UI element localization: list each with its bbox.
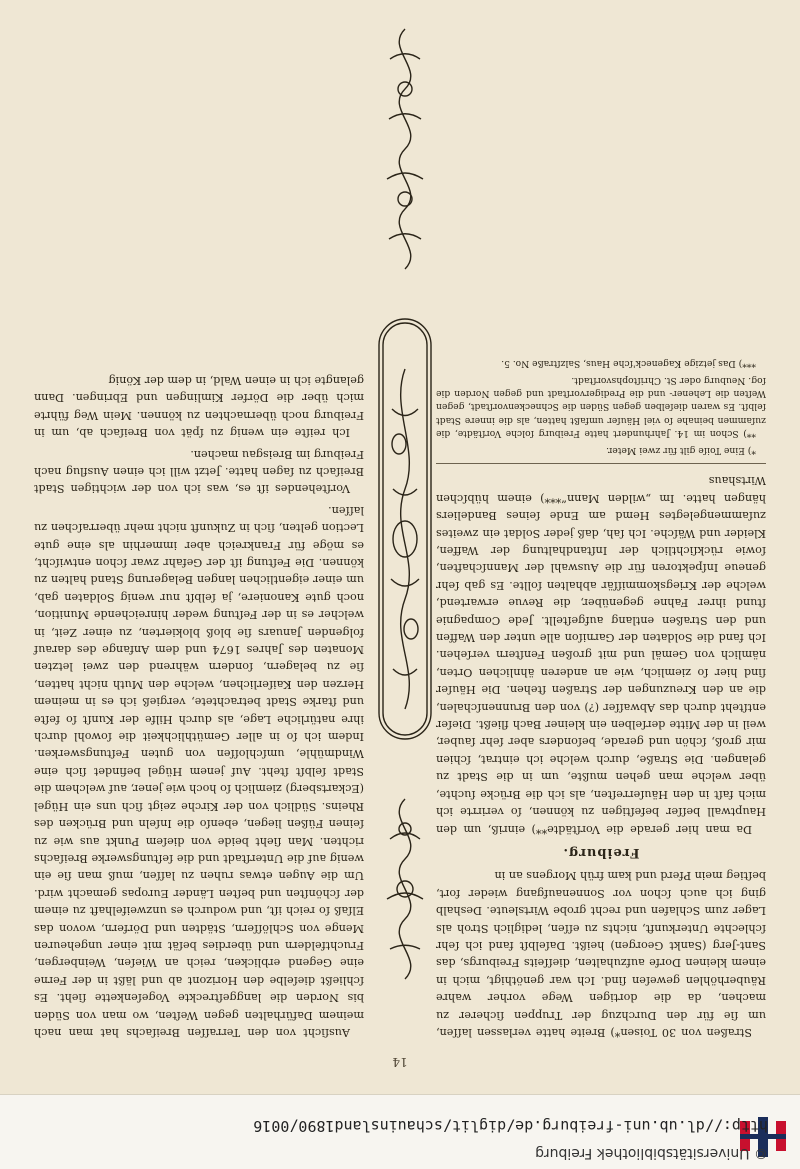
paragraph: Straßen von 30 Toisen*) Breite hatte verlassen laſſen, um ſie für den Durchzug der Truppen ſicherer zu machen, da die dortigen Wege vorher wahre Räuberhöhlen geweſen ſind. Ich war genöthigt, mich in einem kleinen Dorfe aufzuhalten, dieſſeits Freiburgs, das Sant-Jerg (Sankt Georgen) heißt. Daſelbſt fand ich ſehr ſchlechte Unterkunft, nichts zu eſſen, lediglich Stroh als Lager zum Schlafen und recht grobe Wirtsleute. Deshalb ging ich auch ſchon vor Sonnenaufgang wieder fort, beſtieg mein Pferd und kam früh Morgens an in: [436, 869, 766, 1039]
decorative-ornament-strip-icon: [365, 19, 445, 989]
right-column: [34, 368, 364, 1041]
footnote: *) Eine Toiſe gilt für zwei Meter.: [606, 445, 756, 456]
page-number: 14: [392, 1055, 408, 1069]
document-url-link[interactable]: http://dl.ub.uni-freiburg.de/diglit/schauinsland1890/0016: [253, 1117, 768, 1135]
footnotes: [436, 357, 766, 464]
paragraph: Da man hier gerade die Vorſtädte**) einriß, um den Hauptwall beſſer befeſtigen zu können, ſo verirrte ich mich faſt in den Häuſerreſten, als ich die Brücke ſuchte, über welche man gehen mußte, um in die Stadt zu gelangen. Die Straße, durch welche ich eintrat, ſchien mir groß, ſchön und gerade, beſonders aber ſehr ſauber, weil in der Mitte derſelben ein kleiner Bach fließt. Dieſer entſteht durch das Abwaſſer (?) von den Brunnenſchalen, die an den Kreuzungen der Straßen ſtehen. Die Häuſer ſind hier ſo ziemlich, wie an anderen ähnlichen Orten, nämlich von Gemäl und mit großen Fenſtern verſehen. Ich fand die Soldaten der Garniſon alle unter den Waffen und den Straßen entlang aufgeſtellt. Jede Compagnie ſtund ihrer Fahne gegenüber, die Revue erwartend, welche der Kriegskommiſſär abhalten ſollte. Es gab ſehr geneue Inſpektoren für die Auswahl der Mannſchaften, ſowie rückſichtlich der Inſtandhaltung der Waffen, Kleider und Wäſche. Ich ſah, daß jeder Soldat ein zweites zuſammengelegtes Hemd am Ende ſeines Bandeliers hängen hatte. Im „wilden Mann“***) einem hübſchen Wirtshaus: [436, 474, 766, 836]
copyright-notice: © Universitätsbibliothek Freiburg: [535, 1145, 768, 1161]
paragraph: Vorſtehendes iſt es, was ich von der wichtigen Stadt Breiſach zu ſagen hatte. Jetzt will ich einen Ausflug nach Freiburg im Breisgau machen.: [34, 447, 364, 496]
paragraph: Ausſicht von den Terraſſen Breiſachs hat man nach meinem Dafürhalten gegen Weſten, wo man von Süden bis Norden die langgeſtreckte Vogeſenkette ſieht. Es ſchließt dieſelbe den Horizont ab und läßt in der Ferne eine Gegend erblicken, reich an Wieſen, Weinbergen, Fruchtfeldern und überdies beſät mit einer ungeheuren Menge von Schlöſſern, Städten und Dörfern, wovon das Elſaß ſo reich iſt, und wodurch es unzweifelhaft zu einem der ſchönſten und beſten Länder Europas gemacht wird. Um die Augen etwas ruhen zu laſſen, muß man ſie ein wenig auf die Unterſtadt und die ſeſtungswerke Breiſachs richten. Man ſieht beide von dieſem Punkt aus wie zu ſeinen Füßen liegen, ebenſo die Inſeln und Brücken des Rheins. Südlich von der Kirche zeigt ſich uns ein Hügel (Eckartsberg) ziemlich ſo hoch wie jener, auf welchem die Stadt ſelbſt ſteht. Auf jenem Hügel befindet ſich eine Windmühle, umſchloſſen von guten Feſtungswerken. Indem ich ſo in aller Gemüthlichkeit die ſowohl durch ihre natürliche Lage, als durch Hilfe der Kunſt ſo feſte und ſtarke Stadt betrachtete, vergieß ich es in meinem Herzen den Kaiſerlichen, welche den Muth nicht hatten, ſie zu belagern, ſondern während den zwei letzten Monaten des Jahres 1674 und dem Anfange des darauf folgenden Januars ſie bloß blokierten, zu einer Zeit, in welcher es in der Feſtung weder hinreichende Munition, noch gute Kanoniere, ja ſelbſt nur wenig Soldaten gab, um einer eigentlichen langen Belagerung Stand halten zu können. Die Feſtung iſt der Gefahr zwar ſchon entwiſcht, es möge für Frankreich aber immerhin als eine gute Lection gelten, ſich in Zukunft nicht mehr überraſchen zu laſſen.: [34, 503, 364, 1039]
section-heading: Freiburg.: [562, 844, 640, 860]
paragraph: Ich reiſte ein wenig zu ſpät von Breiſach ab, um in Freiburg noch übernachten zu können. Mein Weg führte mich über die Dörfer Kimlingen und Ebringen. Dann gelangte ich in einen Wald, in dem der König: [34, 373, 364, 440]
left-column: [436, 353, 766, 1041]
viewer-header: [0, 1094, 800, 1169]
footnote: **) Schon im 14. Jahrhundert hatte Freiburg ſolche Vorſtädte, die zuſammen beinahe ſo viel Häuſer umfaßt hatten, als die innere Stadt ſelbſt. Es waren dieſelben gegen Süden die Schneckenvorſtadt, gegen Weſten die Lehener- und die Predigervorſtadt und gegen Norden die ſog. Neuburg oder St. Chriſtophsvorſtadt.: [436, 374, 766, 439]
footnote: ***) Das jetzige Kageneck'ſche Haus, Salzſtraße No. 5.: [501, 357, 756, 369]
